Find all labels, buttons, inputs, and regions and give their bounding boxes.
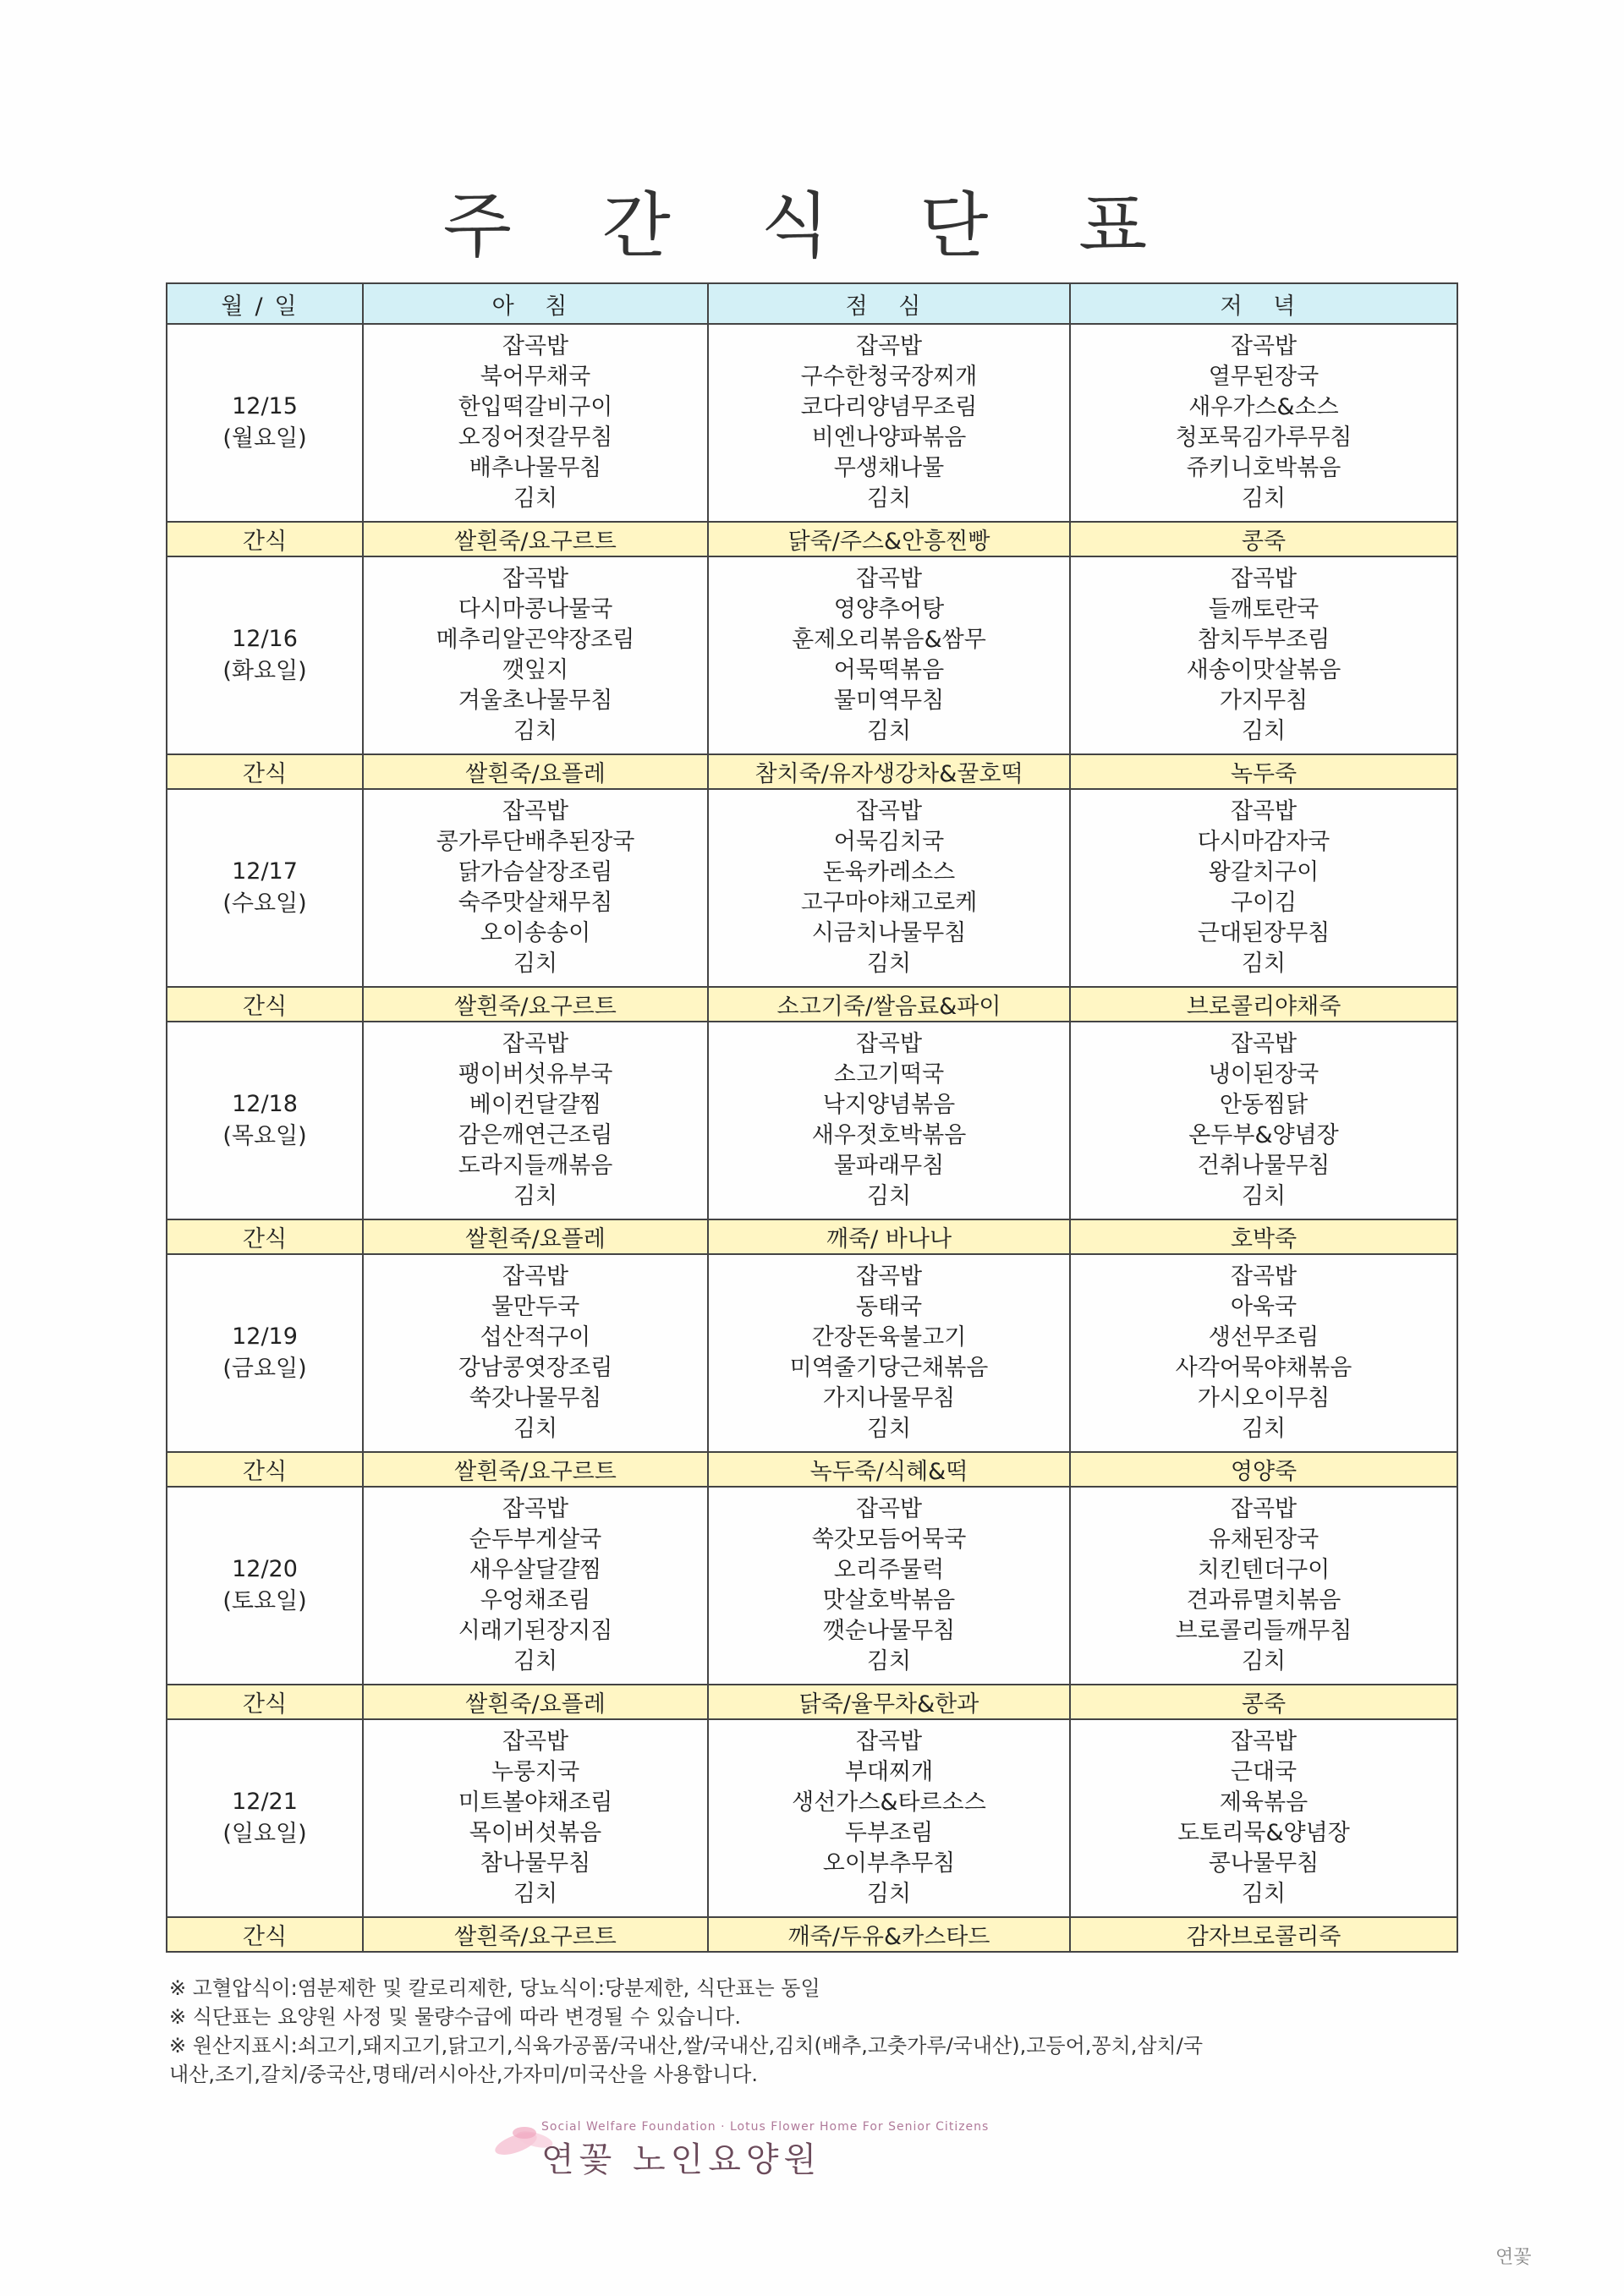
dish-item: 안동찜닭 [1219,1092,1309,1118]
breakfast-cell [363,1487,708,1685]
dish-item: 온두부&양념장 [1188,1122,1339,1148]
weekly-menu-table [166,282,1458,1953]
dish-item: 김치 [513,718,558,744]
dish-item: 구수한청국장찌개 [800,364,978,390]
dish-item: 김치 [1241,1416,1287,1442]
dish-item: 열무된장국 [1208,364,1320,390]
weekday-text: (금요일) [222,1356,307,1382]
dish-item: 김치 [1241,951,1287,977]
dish-item: 북어무채국 [480,364,591,390]
dish-item: 김치 [513,951,558,977]
date-cell [167,1719,363,1917]
day-row [167,324,1457,522]
dish-item: 김치 [513,1183,558,1209]
breakfast-cell [363,1022,708,1219]
dish-item: 영양추어탕 [833,596,945,622]
snack-item: 녹두죽/식혜&떡 [708,1452,1070,1487]
snack-row [167,1685,1457,1719]
dish-item: 냉이된장국 [1208,1061,1320,1088]
date-text: 12/21 [232,1789,298,1815]
snack-item: 깨죽/두유&카스타드 [708,1917,1070,1952]
dish-item: 김치 [866,485,912,512]
dish-item: 동태국 [855,1294,923,1320]
dish-item: 팽이버섯유부국 [458,1061,613,1088]
dish-item: 건취나물무침 [1197,1153,1330,1179]
dish-item: 잡곡밥 [1230,566,1298,592]
dish-item: 유채된장국 [1208,1526,1320,1553]
dish-item: 생선가스&타르소스 [792,1789,986,1816]
dish-item: 제육볶음 [1219,1789,1309,1816]
snack-item: 쌀흰죽/요구르트 [363,1452,708,1487]
snack-label: 간식 [167,1219,363,1254]
dish-item: 감은깨연근조림 [458,1122,613,1148]
dish-item: 깻순나물무침 [822,1618,956,1644]
dish-item: 김치 [1241,1881,1287,1907]
day-row [167,556,1457,754]
snack-item: 호박죽 [1070,1219,1457,1254]
snack-label: 간식 [167,987,363,1022]
dish-item: 김치 [866,1881,912,1907]
dish-item: 미트볼야채조림 [458,1789,613,1816]
snack-item: 감자브로콜리죽 [1070,1917,1457,1952]
date-text: 12/20 [232,1556,298,1582]
dish-item: 베이컨달걀찜 [469,1092,602,1118]
dish-item: 잡곡밥 [1230,333,1298,359]
snack-row [167,1452,1457,1487]
dish-item: 비엔나양파볶음 [811,425,967,451]
snack-item: 깨죽/ 바나나 [708,1219,1070,1254]
dish-item: 김치 [1241,718,1287,744]
dish-item: 잡곡밥 [1230,1496,1298,1522]
date-cell [167,324,363,522]
dish-item: 다시마콩나물국 [458,596,613,622]
dish-item: 미역줄기당근채볶음 [789,1355,989,1381]
dinner-cell [1070,789,1457,987]
dish-item: 무생채나물 [833,455,945,481]
dish-item: 아욱국 [1230,1294,1298,1320]
weekday-text: (토요일) [222,1588,307,1614]
dish-item: 낙지양념볶음 [822,1092,956,1118]
dish-item: 숙주맛살채무침 [458,890,613,916]
snack-item: 참치죽/유자생강차&꿀호떡 [708,754,1070,789]
weekday-text: (일요일) [222,1821,307,1847]
dish-item: 새송이맛살볶음 [1186,657,1341,683]
snack-item: 브로콜리야채죽 [1070,987,1457,1022]
snack-item: 닭죽/율무차&한과 [708,1685,1070,1719]
snack-row [167,987,1457,1022]
dish-item: 잡곡밥 [1230,1031,1298,1057]
header-row [167,283,1457,324]
header-lunch: 점 심 [708,283,1070,324]
dish-item: 잡곡밥 [855,333,923,359]
header-date: 월/일 [167,283,363,324]
lunch-cell [708,556,1070,754]
dish-item: 잡곡밥 [855,1031,923,1057]
dish-item: 잡곡밥 [502,798,569,825]
note-line: 내산,조기,갈치/중국산,명태/러시아산,가자미/미국산을 사용합니다. [169,2063,758,2086]
dish-item: 브로콜리들깨무침 [1175,1618,1352,1644]
dish-item: 구이김 [1230,890,1298,916]
dish-item: 참치두부조림 [1197,627,1330,653]
dish-item: 잡곡밥 [855,566,923,592]
day-row [167,1022,1457,1219]
dish-item: 시래기된장지짐 [458,1618,613,1644]
dish-item: 오리주물럭 [833,1557,945,1583]
dish-item: 김치 [1241,1648,1287,1674]
snack-label: 간식 [167,1917,363,1952]
dish-item: 우엉채조림 [480,1587,591,1614]
dinner-cell [1070,1022,1457,1219]
dish-item: 도토리묵&양념장 [1177,1820,1350,1846]
dish-item: 사각어묵야채볶음 [1175,1355,1352,1381]
snack-item: 쌀흰죽/요플레 [363,1685,708,1719]
breakfast-cell [363,324,708,522]
dish-item: 치킨텐더구이 [1197,1557,1330,1583]
dish-item: 목이버섯볶음 [469,1820,602,1846]
day-row [167,1719,1457,1917]
page-title: 주 간 식 단 표 [442,184,1182,267]
dish-item: 김치 [866,951,912,977]
weekday-text: (목요일) [222,1123,307,1149]
dish-item: 물만두국 [491,1294,580,1320]
day-row [167,1487,1457,1685]
weekday-text: (화요일) [222,658,307,684]
dish-item: 가시오이무침 [1197,1385,1330,1411]
dish-item: 고구마야채고로케 [800,890,978,916]
dish-item: 왕갈치구이 [1208,859,1320,885]
dinner-cell [1070,1487,1457,1685]
breakfast-cell [363,789,708,987]
dish-item: 코다리양념무조림 [800,394,978,420]
day-row [167,789,1457,987]
note-line: ※ 원산지표시:쇠고기,돼지고기,닭고기,식육가공품/국내산,쌀/국내산,김치(배추,고춧가루/국내산),고등어,꽁치,삼치/국 [169,2034,1204,2058]
snack-item: 쌀흰죽/요플레 [363,1219,708,1254]
dish-item: 근대된장무침 [1197,920,1330,946]
snack-item: 쌀흰죽/요구르트 [363,1917,708,1952]
dish-item: 김치 [866,1416,912,1442]
dish-item: 두부조림 [844,1820,934,1846]
dish-item: 잡곡밥 [855,1263,923,1290]
dish-item: 가지나물무침 [822,1385,956,1411]
dish-item: 잡곡밥 [502,1031,569,1057]
dish-item: 김치 [513,1648,558,1674]
dish-item: 도라지들깨볶음 [458,1153,613,1179]
dish-item: 잡곡밥 [502,1496,569,1522]
dish-item: 한입떡갈비구이 [458,394,613,420]
snack-item: 소고기죽/쌀음료&파이 [708,987,1070,1022]
weekday-text: (수요일) [222,890,307,917]
dish-item: 쥬키니호박볶음 [1186,455,1341,481]
breakfast-cell [363,1254,708,1452]
dish-item: 훈제오리볶음&쌈무 [792,627,986,653]
dish-item: 쑥갓모듬어묵국 [811,1526,967,1553]
dish-item: 깻잎지 [502,657,569,683]
dish-item: 김치 [866,1183,912,1209]
dish-item: 잡곡밥 [502,566,569,592]
snack-label: 간식 [167,1685,363,1719]
dinner-cell [1070,1719,1457,1917]
dish-item: 강남콩엿장조림 [458,1355,613,1381]
date-cell [167,556,363,754]
date-cell [167,1487,363,1685]
dish-item: 잡곡밥 [1230,1263,1298,1290]
snack-label: 간식 [167,754,363,789]
day-row [167,1254,1457,1452]
dish-item: 겨울초나물무침 [458,688,613,714]
dish-item: 어묵떡볶음 [833,657,945,683]
snack-label: 간식 [167,1452,363,1487]
dish-item: 잡곡밥 [502,1263,569,1290]
corner-logo: 연꽃 [1495,2247,1532,2268]
header-breakfast: 아 침 [363,283,708,324]
logo-name: 연꽃 노인요양원 [541,2140,822,2179]
dinner-cell [1070,324,1457,522]
dish-item: 시금치나물무침 [811,920,967,946]
dish-item: 새우살달걀찜 [469,1557,602,1583]
logo-subtitle: Social Welfare Foundation · Lotus Flower Home For Senior Citizens [541,2120,990,2134]
dish-item: 콩가루단배추된장국 [436,829,635,855]
menu-body [167,324,1457,1952]
dish-item: 콩나물무침 [1208,1850,1320,1877]
dish-item: 김치 [1241,485,1287,512]
date-cell [167,1254,363,1452]
snack-row [167,1219,1457,1254]
dish-item: 부대찌개 [844,1759,934,1785]
dish-item: 김치 [513,1416,558,1442]
dish-item: 잡곡밥 [855,798,923,825]
dish-item: 누룽지국 [491,1759,580,1785]
dish-item: 잡곡밥 [502,333,569,359]
snack-row [167,1917,1457,1952]
lunch-cell [708,324,1070,522]
lunch-cell [708,1254,1070,1452]
dish-item: 닭가슴살장조림 [458,859,613,885]
notes [169,1974,1463,2089]
date-text: 12/19 [232,1323,298,1350]
snack-item: 쌀흰죽/요플레 [363,754,708,789]
dish-item: 다시마감자국 [1197,829,1330,855]
dish-item: 생선무조림 [1208,1324,1320,1351]
lunch-cell [708,1022,1070,1219]
dish-item: 가지무침 [1219,688,1309,714]
dish-item: 메추리알곤약장조림 [436,627,635,653]
dish-item: 근대국 [1230,1759,1298,1785]
note-line: ※ 고혈압식이:염분제한 및 칼로리제한, 당뇨식이:당분제한, 식단표는 동일 [169,1976,820,2000]
dish-item: 잡곡밥 [1230,798,1298,825]
date-text: 12/17 [232,858,298,885]
dish-item: 잡곡밥 [855,1729,923,1755]
dish-item: 오이부추무침 [822,1850,956,1877]
dish-item: 소고기떡국 [833,1061,945,1088]
dish-item: 김치 [866,1648,912,1674]
dish-item: 잡곡밥 [855,1496,923,1522]
dish-item: 오이송송이 [480,920,591,946]
note-line: ※ 식단표는 요양원 사정 및 물량수급에 따라 변경될 수 있습니다. [169,2005,741,2029]
date-text: 12/15 [232,393,298,419]
dinner-cell [1070,556,1457,754]
dish-item: 섭산적구이 [480,1324,591,1351]
dish-item: 돈육카레소스 [822,859,956,885]
dish-item: 잡곡밥 [502,1729,569,1755]
dish-item: 김치 [1241,1183,1287,1209]
weekday-text: (월요일) [222,425,307,452]
date-cell [167,1022,363,1219]
dish-item: 새우젓호박볶음 [811,1122,967,1148]
date-text: 12/18 [232,1091,298,1117]
snack-item: 콩죽 [1070,522,1457,556]
dish-item: 견과류멸치볶음 [1186,1587,1341,1614]
dish-item: 오징어젓갈무침 [458,425,613,451]
dish-item: 김치 [513,1881,558,1907]
dish-item: 참나물무침 [480,1850,591,1877]
breakfast-cell [363,556,708,754]
snack-item: 닭죽/주스&안흥찐빵 [708,522,1070,556]
dish-item: 새우가스&소스 [1188,394,1339,420]
dish-item: 쑥갓나물무침 [469,1385,602,1411]
snack-item: 콩죽 [1070,1685,1457,1719]
dinner-cell [1070,1254,1457,1452]
dish-item: 배추나물무침 [469,455,602,481]
dish-item: 잡곡밥 [1230,1729,1298,1755]
dish-item: 청포묵김가루무침 [1175,425,1352,451]
breakfast-cell [363,1719,708,1917]
date-text: 12/16 [232,626,298,652]
dish-item: 간장돈육불고기 [811,1324,967,1351]
lunch-cell [708,789,1070,987]
lunch-cell [708,1719,1070,1917]
date-cell [167,789,363,987]
snack-label: 간식 [167,522,363,556]
dish-item: 물파래무침 [833,1153,945,1179]
snack-item: 녹두죽 [1070,754,1457,789]
dish-item: 맛살호박볶음 [822,1587,956,1614]
dish-item: 순두부게살국 [469,1526,602,1553]
dish-item: 들깨토란국 [1208,596,1320,622]
dish-item: 김치 [513,485,558,512]
dish-item: 김치 [866,718,912,744]
lunch-cell [708,1487,1070,1685]
dish-item: 물미역무침 [833,688,945,714]
snack-item: 영양죽 [1070,1452,1457,1487]
snack-row [167,754,1457,789]
snack-item: 쌀흰죽/요구르트 [363,987,708,1022]
header-dinner: 저 녁 [1070,283,1457,324]
dish-item: 어묵김치국 [833,829,945,855]
snack-item: 쌀흰죽/요구르트 [363,522,708,556]
snack-row [167,522,1457,556]
